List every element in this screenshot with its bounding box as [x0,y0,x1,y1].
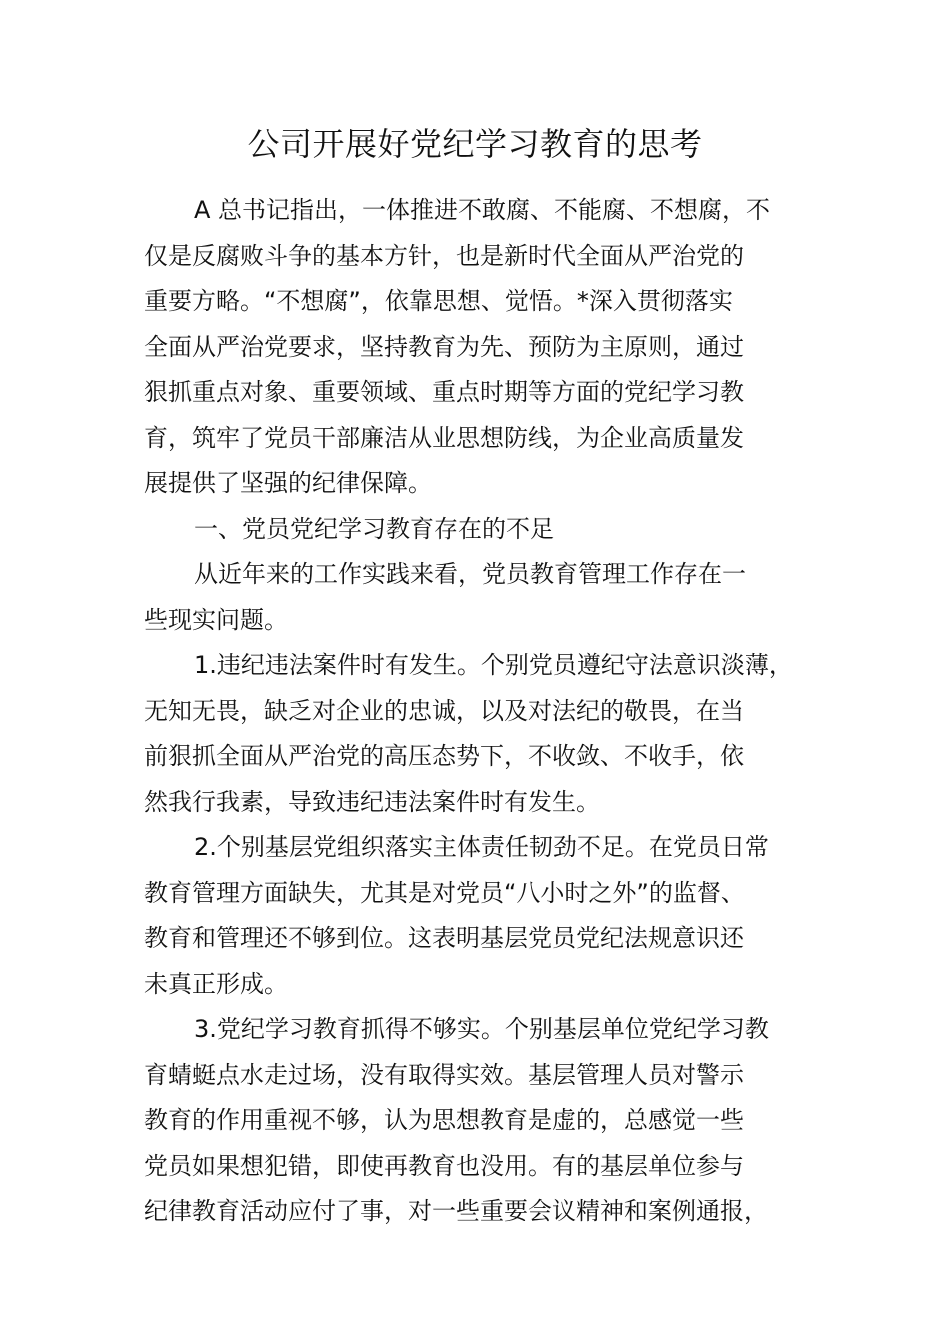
text-line: 教育管理方面缺失，尤其是对党员“八小时之外”的监督、 [144,878,745,907]
text-line: 一、党员党纪学习教育存在的不足 [194,514,554,543]
section-heading [144,507,844,553]
text-line: 未真正形成。 [144,969,288,998]
paragraph-intro [144,188,844,507]
text-line: 党员如果想犯错，即使再教育也没用。有的基层单位参与 [144,1151,744,1180]
text-line: 狠抓重点对象、重要领域、重点时期等方面的党纪学习教 [144,378,744,406]
paragraph-section-intro [144,552,844,643]
text-line: 前狠抓全面从严治党的高压态势下，不收敛、不收手，依 [144,742,744,770]
text-line: A 总书记指出，一体推进不敢腐、不能腐、不想腐，不 [194,196,771,224]
text-line: 从近年来的工作实践来看，党员教育管理工作存在一 [194,560,746,588]
text-line: 然我行我素，导致违纪违法案件时有发生。 [144,787,600,816]
text-line: 些现实问题。 [144,605,288,634]
text-line: 教育和管理还不够到位。这表明基层党员党纪法规意识还 [144,924,744,952]
text-line: 无知无畏，缺乏对企业的忠诚，以及对法纪的敬畏，在当 [144,696,744,725]
text-line: 重要方略。“不想腐”，依靠思想、觉悟。*深入贯彻落实 [144,287,733,315]
document-body [144,188,844,1235]
text-line: 纪律教育活动应付了事，对一些重要会议精神和案例通报， [144,1197,768,1225]
text-line: 教育的作用重视不够，认为思想教育是虚的，总感觉一些 [144,1106,744,1134]
text-line: 育蜻蜓点水走过场，没有取得实效。基层管理人员对警示 [144,1060,744,1089]
text-line: 全面从严治党要求，坚持教育为先、预防为主原则，通过 [144,332,744,361]
text-line: 3.党纪学习教育抓得不够实。个别基层单位党纪学习教 [194,1015,769,1043]
paragraph-item-1 [144,643,844,825]
text-line: 育，筑牢了党员干部廉洁从业思想防线，为企业高质量发 [144,423,744,452]
text-line: 1.违纪违法案件时有发生。个别党员遵纪守法意识淡薄， [194,651,793,679]
paragraph-item-2 [144,825,844,1007]
text-line: 展提供了坚强的纪律保障。 [144,469,432,497]
text-line: 2.个别基层党组织落实主体责任韧劲不足。在党员日常 [194,833,769,861]
text-line: 仅是反腐败斗争的基本方针，也是新时代全面从严治党的 [144,241,744,270]
document-title: 公司开展好党纪学习教育的思考 [247,125,703,163]
paragraph-item-3 [144,1007,844,1235]
